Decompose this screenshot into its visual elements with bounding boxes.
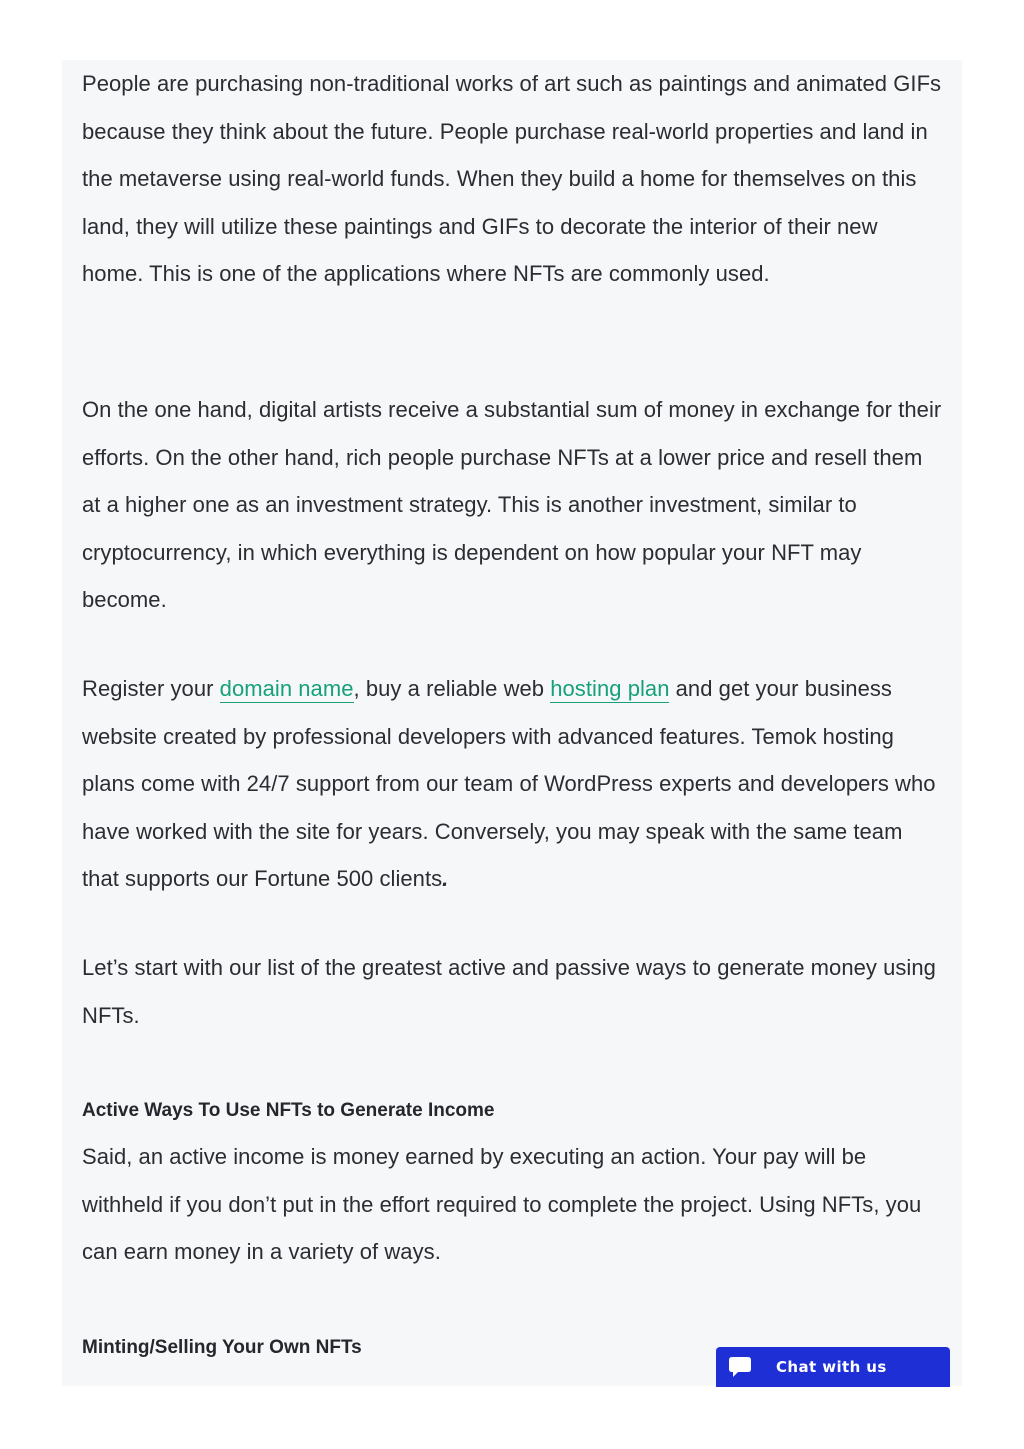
para3-text-middle: , buy a reliable web bbox=[353, 676, 551, 701]
chat-bubble-icon bbox=[728, 1356, 752, 1378]
paragraph-list-intro: Let’s start with our list of the greatest active and passive ways to generate money using NFTs. bbox=[82, 955, 936, 1028]
domain-name-link[interactable]: domain name bbox=[219, 676, 354, 701]
chat-widget-label: Chat with us bbox=[776, 1358, 887, 1376]
para3-text-after: and get your business website created by professional developers with advanced features. Temok hosting plans come with 24/7 support from our team of WordPress experts and developers who have worked with the site for years. Conversely, you may speak with the same team that supports our Fortune 500 clients bbox=[82, 676, 936, 891]
paragraph-nft-art: People are purchasing non-traditional works of art such as paintings and animated GIFs because they think about the future. People purchase real-world properties and land in the metaverse using real-world funds. When they build a home for themselves on this land, they will utilize these paintings and GIFs to decorate the interior of their new home. This is one of the applications where NFTs are commonly used. bbox=[82, 71, 942, 286]
paragraph-digital-artists: On the one hand, digital artists receive a substantial sum of money in exchange for their efforts. On the other hand, rich people purchase NFTs at a lower price and resell them at a higher one as an investment strategy. This is another investment, similar to cryptocurrency, in which everything is dependent on how popular your NFT may become. bbox=[82, 397, 942, 612]
article-panel bbox=[62, 60, 962, 1386]
paragraph-active-income: Said, an active income is money earned by executing an action. Your pay will be withheld if you don’t put in the effort required to complete the project. Using NFTs, you can earn money in a variety of ways. bbox=[82, 1144, 922, 1264]
heading-active-ways: Active Ways To Use NFTs to Generate Income bbox=[82, 1100, 495, 1121]
heading-minting-selling: Minting/Selling Your Own NFTs bbox=[82, 1337, 362, 1358]
hosting-plan-link[interactable]: hosting plan bbox=[550, 676, 670, 701]
para3-text-before: Register your bbox=[82, 676, 220, 701]
paragraph-register-domain bbox=[82, 665, 942, 903]
para3-end-mark: . bbox=[442, 866, 449, 891]
chat-widget-button[interactable] bbox=[716, 1347, 950, 1387]
